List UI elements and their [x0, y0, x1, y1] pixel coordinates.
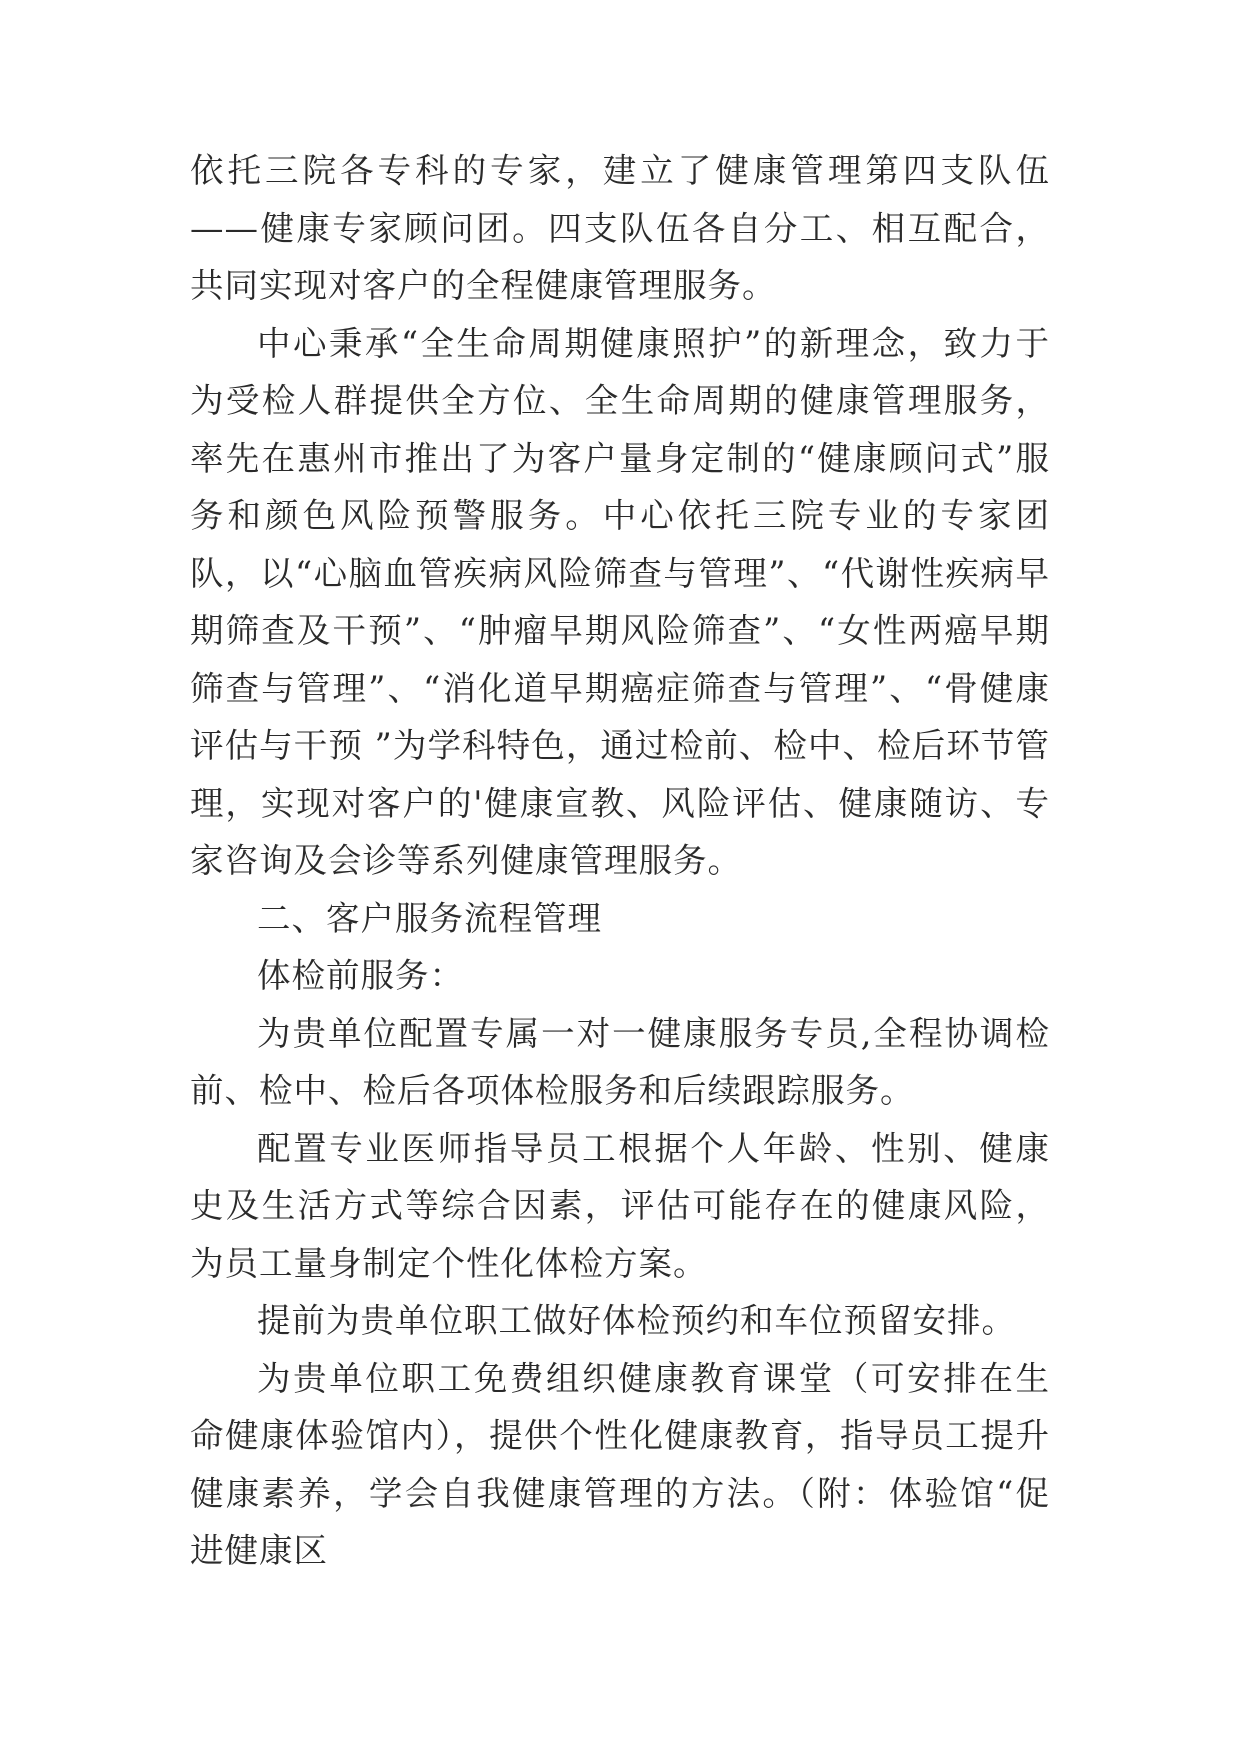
paragraph-physician-plan: 配置专业医师指导员工根据个人年龄、性别、健康史及生活方式等综合因素，评估可能存在的健康风险，为员工量身制定个性化体检方案。	[190, 1128, 1050, 1283]
paragraph-team: 依托三院各专科的专家，建立了健康管理第四支队伍——健康专家顾问团。四支队伍各自分工、相互配合，共同实现对客户的全程健康管理服务。	[190, 151, 1050, 305]
paragraph-appointment: 提前为贵单位职工做好体检预约和车位预留安排。	[257, 1301, 1016, 1340]
paragraph-service-specialist: 为贵单位配置专属一对一健康服务专员,全程协调检前、检中、检后各项体检服务和后续跟踪服务。	[190, 1013, 1050, 1110]
subsection-heading: 体检前服务：	[257, 956, 464, 995]
section-heading: 二、客户服务流程管理	[257, 898, 602, 938]
paragraph-health-education: 为贵单位职工免费组织健康教育课堂（可安排在生命健康体验馆内），提供个性化健康教育，指导员工提升健康素养，学会自我健康管理的方法。（附：体验馆“促进健康区	[190, 1358, 1050, 1570]
document-body	[190, 142, 1050, 1580]
paragraph-philosophy: 中心秉承“全生命周期健康照护”的新理念，致力于为受检人群提供全方位、全生命周期的健康管理服务，率先在惠州市推出了为客户量身定制的“健康顾问式”服务和颜色风险预警服务。中心依托三院专业的专家团队，以“心脑血管疾病风险筛查与管理”、“代谢性疾病早期筛查及干预”、“肿瘤早期风险筛查”、“女性两癌早期筛查与管理”、“消化道早期癌症筛查与管理”、“骨健康评估与干预 ”为学科特色，通过检前、检中、检后环节管理，实现对客户的'健康宣教、风险评估、健康随访、专家咨询及会诊等系列健康管理服务。	[190, 323, 1050, 880]
